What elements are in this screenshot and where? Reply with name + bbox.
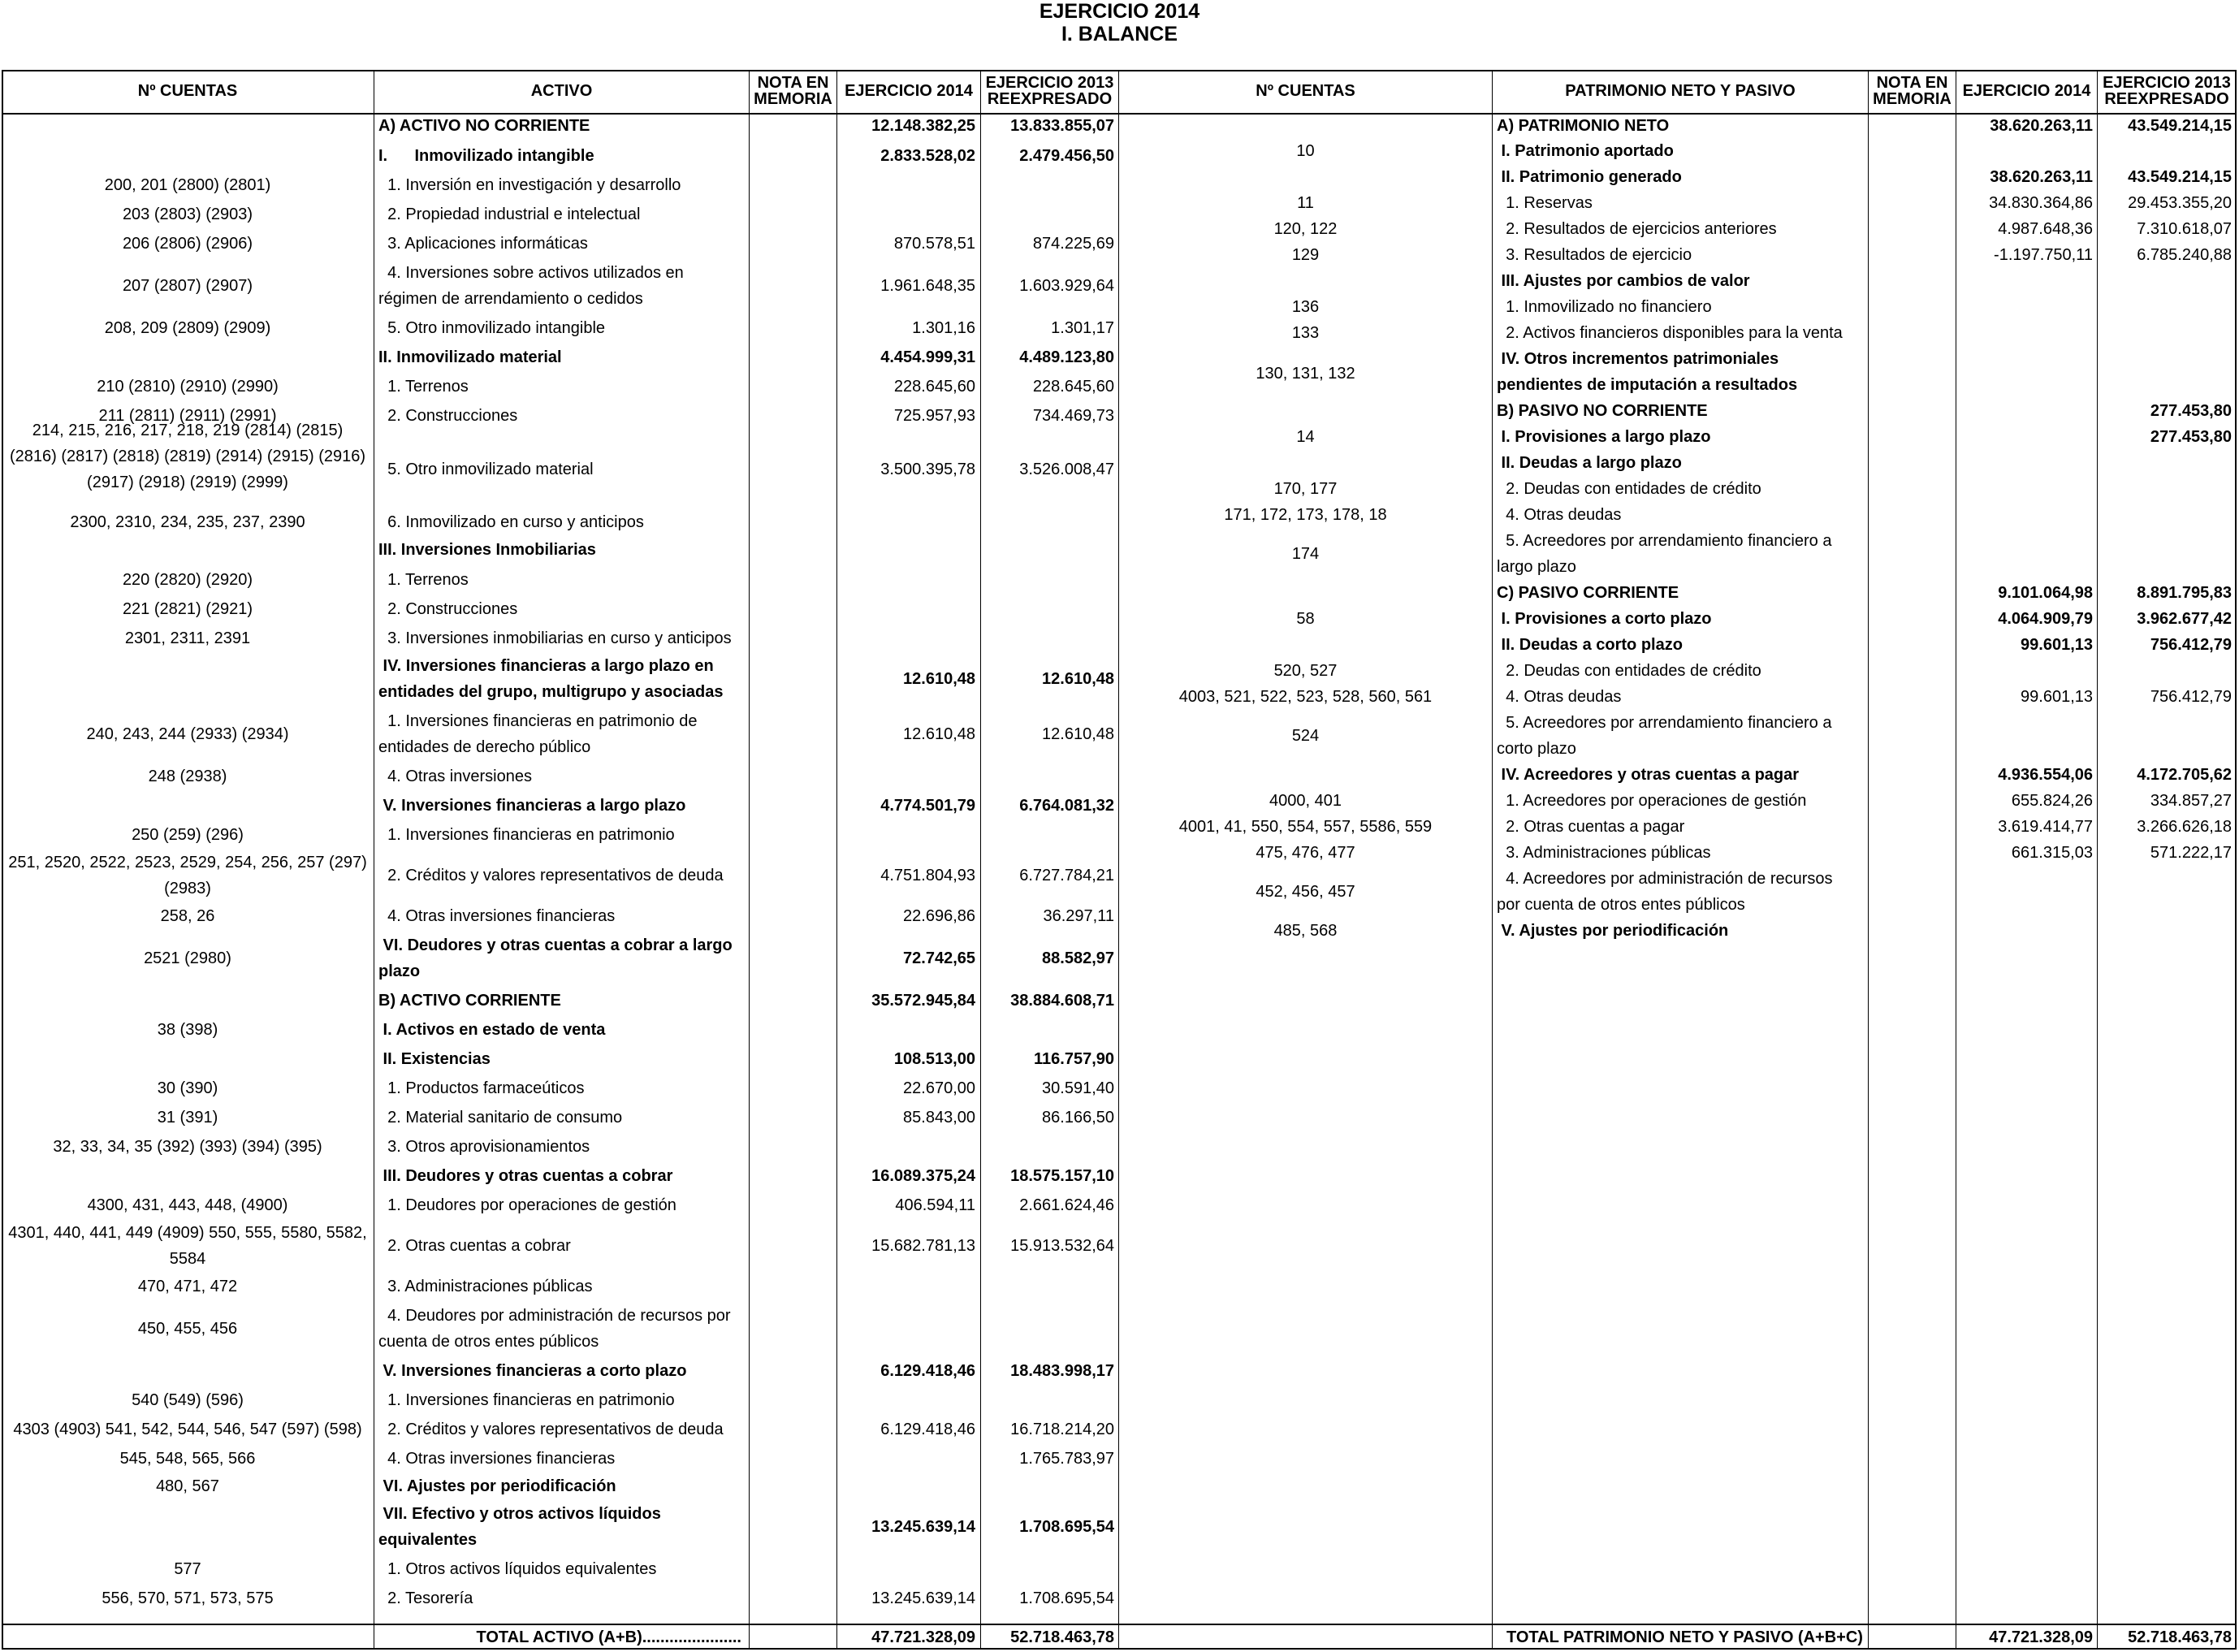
total-activo-2013: 52.718.463,78 [1010,1628,1114,1646]
column-divider [749,70,750,1650]
value-2013: 2.479.456,50 [1019,147,1114,165]
value-2013: 12.610,48 [1042,670,1114,688]
value-2013: 18.575.157,10 [1010,1167,1114,1185]
value-2014: 22.696,86 [903,907,975,925]
account-number: 32, 33, 34, 35 (392) (393) (394) (395) [53,1138,322,1156]
pasivo-item-label: por cuenta de otros entes públicos [1497,896,1745,914]
document-title: EJERCICIO 2014 [1039,0,1200,23]
account-number: 480, 567 [156,1477,219,1495]
account-number: 470, 471, 472 [137,1278,238,1295]
value-2013: 1.765.783,97 [1019,1450,1114,1468]
value-2014: 3.619.414,77 [1998,818,2093,836]
value-2014: 99.601,13 [2021,688,2093,706]
value-2013: 38.884.608,71 [1010,992,1114,1010]
header-ej2013-line1: EJERCICIO 2013 [2103,74,2231,92]
account-number: 524 [1291,727,1320,745]
header-ej2013-line2: REEXPRESADO [987,90,1113,108]
value-2013: 571.222,17 [2150,844,2232,862]
value-2013: 16.718.214,20 [1010,1421,1114,1438]
activo-item-label: A) ACTIVO NO CORRIENTE [378,117,590,135]
account-number: (2917) (2918) (2919) (2999) [87,474,288,491]
pasivo-item-label: 2. Activos financieros disponibles para la venta [1497,324,1843,342]
activo-item-label: 4. Otras inversiones financieras [378,1450,616,1468]
activo-item-label: 1. Inversiones financieras en patrimonio [378,1391,675,1409]
activo-item-label: equivalentes [378,1531,478,1549]
activo-item-label: IV. Inversiones financieras a largo plazo en [378,657,714,675]
account-number: 136 [1291,298,1320,316]
activo-item-label: plazo [378,962,421,980]
activo-item-label: 2. Material sanitario de consumo [378,1109,623,1127]
value-2014: 4.454.999,31 [880,348,975,366]
account-number: 208, 209 (2809) (2909) [104,319,271,337]
header-ej2013-line2: REEXPRESADO [2104,90,2229,108]
pasivo-item-label: 1. Reservas [1497,194,1593,212]
activo-item-label: entidades de derecho público [378,738,591,756]
pasivo-item-label: I. Provisiones a corto plazo [1497,610,1712,628]
header-nota-right [1869,70,1956,112]
account-number: 200, 201 (2800) (2801) [104,176,271,194]
account-number: 203 (2803) (2903) [122,205,253,223]
activo-item-label: 1. Terrenos [378,378,469,396]
value-2013: 12.610,48 [1042,725,1114,743]
account-number: 475, 476, 477 [1256,844,1355,862]
pasivo-item-label: 2. Resultados de ejercicios anteriores [1497,220,1777,238]
account-number: 452, 456, 457 [1256,883,1355,901]
activo-item-label: 1. Terrenos [378,571,469,589]
activo-item-label: V. Inversiones financieras a corto plazo [378,1362,687,1380]
account-number: 10 [1296,142,1315,160]
value-2014: 85.843,00 [903,1109,975,1127]
account-number: 11 [1297,194,1314,212]
value-2013: 3.962.677,42 [2137,610,2232,628]
pasivo-item-label: 5. Acreedores por arrendamiento financiero a [1497,714,1832,732]
activo-item-label: 1. Productos farmaceúticos [378,1079,585,1097]
pasivo-item-label: III. Ajustes por cambios de valor [1497,272,1750,290]
activo-item-label: 4. Inversiones sobre activos utilizados en [378,264,684,282]
account-number: 31 (391) [157,1109,218,1127]
activo-item-label: 1. Inversiones financieras en patrimonio [378,826,675,844]
header-ej2013-line1: EJERCICIO 2013 [985,74,1114,92]
value-2014: 4.936.554,06 [1998,766,2093,784]
value-2013: 1.708.695,54 [1019,1518,1114,1536]
value-2013: 1.301,17 [1051,319,1114,337]
total-activo-2014: 47.721.328,09 [871,1628,975,1646]
account-number: 4000, 401 [1269,792,1342,810]
value-2014: 406.594,11 [895,1196,975,1214]
activo-item-label: 1. Otros activos líquidos equivalentes [378,1560,657,1578]
value-2014: 655.824,26 [2011,792,2093,810]
value-2013: 18.483.998,17 [1010,1362,1114,1380]
header-nota-line2: MEMORIA [1873,90,1952,108]
header-pasivo: PATRIMONIO NETO Y PASIVO [1565,82,1796,100]
account-number: 485, 568 [1273,922,1338,940]
value-2014: 870.578,51 [893,235,975,253]
header-nota-line2: MEMORIA [754,90,832,108]
value-2013: 43.549.214,15 [2128,117,2232,135]
value-2013: 734.469,73 [1032,407,1114,425]
value-2013: 334.857,27 [2150,792,2232,810]
account-number: 38 (398) [157,1021,218,1039]
value-2014: 16.089.375,24 [871,1167,975,1185]
pasivo-item-label: A) PATRIMONIO NETO [1497,117,1670,135]
activo-item-label: 2. Propiedad industrial e intelectual [378,205,641,223]
value-2014: 99.601,13 [2021,636,2093,654]
account-number: 120, 122 [1273,220,1338,238]
pasivo-item-label: IV. Otros incrementos patrimoniales [1497,350,1779,368]
pasivo-item-label: 4. Otras deudas [1497,688,1622,706]
activo-item-label: 4. Otras inversiones [378,768,532,785]
activo-item-label: III. Inversiones Inmobiliarias [378,541,596,559]
total-activo-label: TOTAL ACTIVO (A+B)...................... [476,1628,741,1646]
value-2013: 6.727.784,21 [1019,867,1114,884]
header-activo: ACTIVO [530,82,593,100]
account-number: 14 [1296,428,1315,446]
account-number: 240, 243, 244 (2933) (2934) [86,725,289,743]
pasivo-item-label: 2. Deudas con entidades de crédito [1497,480,1761,498]
value-2013: 30.591,40 [1042,1079,1114,1097]
value-2013: 277.453,80 [2150,402,2232,420]
pasivo-item-label: 2. Deudas con entidades de crédito [1497,662,1761,680]
total-pasivo-2014: 47.721.328,09 [1989,1628,2093,1646]
pasivo-item-label: 5. Acreedores por arrendamiento financiero a [1497,532,1832,550]
value-2013: 4.489.123,80 [1019,348,1114,366]
value-2014: 4.987.648,36 [1998,220,2093,238]
activo-item-label: I. Inmovilizado intangible [378,147,594,165]
activo-item-label: 2. Otras cuentas a cobrar [378,1237,571,1255]
account-number: 556, 570, 571, 573, 575 [102,1589,274,1607]
value-2014: 34.830.364,86 [1989,194,2093,212]
value-2014: 6.129.418,46 [880,1362,975,1380]
value-2013: 756.412,79 [2150,688,2232,706]
value-2014: 228.645,60 [893,378,975,396]
value-2014: 12.610,48 [903,725,975,743]
pasivo-item-label: 1. Acreedores por operaciones de gestión [1497,792,1807,810]
header-cuentas-left: Nº CUENTAS [137,82,238,100]
activo-item-label: 2. Créditos y valores representativos de deuda [378,1421,724,1438]
value-2014: 4.774.501,79 [880,797,975,815]
activo-item-label: cuenta de otros entes públicos [378,1333,599,1351]
value-2013: 15.913.532,64 [1010,1237,1114,1255]
value-2013: 13.833.855,07 [1010,117,1114,135]
account-number: (2983) [164,880,211,897]
value-2013: 277.453,80 [2150,428,2232,446]
account-number: 130, 131, 132 [1256,365,1355,383]
header-ejercicio2014-right: EJERCICIO 2014 [1962,82,2091,100]
activo-item-label: II. Inmovilizado material [378,348,562,366]
value-2013: 6.785.240,88 [2137,246,2232,264]
account-number: 577 [174,1560,201,1578]
activo-item-label: VI. Ajustes por periodificación [378,1477,616,1495]
pasivo-item-label: 2. Otras cuentas a pagar [1497,818,1685,836]
account-number: 248 (2938) [148,768,227,785]
header-divider [2,113,2237,115]
value-2013: 756.412,79 [2150,636,2232,654]
value-2014: 1.961.648,35 [880,277,975,295]
header-ejercicio2014-left: EJERCICIO 2014 [845,82,973,100]
activo-item-label: III. Deudores y otras cuentas a cobrar [378,1167,673,1185]
pasivo-item-label: 1. Inmovilizado no financiero [1497,298,1712,316]
account-number: 2300, 2310, 234, 235, 237, 2390 [70,513,305,531]
total-divider [2,1624,2237,1625]
value-2013: 43.549.214,15 [2128,168,2232,186]
account-number: 450, 455, 456 [137,1320,238,1338]
value-2013: 228.645,60 [1032,378,1114,396]
value-2014: 12.148.382,25 [871,117,975,135]
value-2013: 8.891.795,83 [2137,584,2232,602]
pasivo-item-label: II. Deudas a corto plazo [1497,636,1683,654]
value-2014: 38.620.263,11 [1990,117,2093,135]
activo-item-label: 2. Créditos y valores representativos de deuda [378,867,724,884]
account-number: 250 (259) (296) [132,826,244,844]
column-divider [836,70,837,1650]
account-number: 207 (2807) (2907) [122,277,253,295]
value-2014: -1.197.750,11 [1994,246,2093,264]
activo-item-label: VII. Efectivo y otros activos líquidos [378,1505,661,1523]
value-2014: 38.620.263,11 [1990,168,2093,186]
total-pasivo-2013: 52.718.463,78 [2128,1628,2232,1646]
account-number: 129 [1291,246,1320,264]
column-divider [1868,70,1869,1650]
account-number: 133 [1291,324,1320,342]
account-number: 5584 [169,1250,206,1268]
value-2014: 3.500.395,78 [880,461,975,478]
value-2013: 88.582,97 [1042,949,1114,967]
activo-item-label: 3. Otros aprovisionamientos [378,1138,590,1156]
value-2013: 4.172.705,62 [2137,766,2232,784]
account-number: 4301, 440, 441, 449 (4909) 550, 555, 5580, 5582, [8,1224,367,1242]
column-divider [980,70,981,1650]
pasivo-item-label: pendientes de imputación a resultados [1497,376,1798,394]
pasivo-item-label: IV. Acreedores y otras cuentas a pagar [1497,766,1800,784]
pasivo-item-label: 3. Resultados de ejercicio [1497,246,1692,264]
account-number: 251, 2520, 2522, 2523, 2529, 254, 256, 257 (297) [8,854,367,871]
value-2013: 3.526.008,47 [1019,461,1114,478]
value-2013: 36.297,11 [1043,907,1114,925]
account-number: 258, 26 [160,907,215,925]
activo-item-label: 1. Deudores por operaciones de gestión [378,1196,676,1214]
value-2013: 1.603.929,64 [1019,277,1114,295]
account-number: 4303 (4903) 541, 542, 544, 546, 547 (597) (598) [13,1421,362,1438]
value-2014: 4.751.804,93 [880,867,975,884]
activo-item-label: 3. Inversiones inmobiliarias en curso y anticipos [378,629,732,647]
pasivo-item-label: II. Patrimonio generado [1497,168,1682,186]
value-2013: 2.661.624,46 [1019,1196,1114,1214]
value-2013: 1.708.695,54 [1019,1589,1114,1607]
account-number: 170, 177 [1273,480,1338,498]
value-2014: 6.129.418,46 [880,1421,975,1438]
pasivo-item-label: I. Patrimonio aportado [1497,142,1674,160]
activo-item-label: V. Inversiones financieras a largo plazo [378,797,686,815]
account-number: 520, 527 [1273,662,1338,680]
account-number: 2301, 2311, 2391 [124,629,251,647]
activo-item-label: 2. Construcciones [378,407,518,425]
account-number: 4001, 41, 550, 554, 557, 5586, 559 [1178,818,1433,836]
total-pasivo-label: TOTAL PATRIMONIO NETO Y PASIVO (A+B+C) [1506,1628,1863,1646]
activo-item-label: VI. Deudores y otras cuentas a cobrar a largo [378,936,733,954]
pasivo-item-label: I. Provisiones a largo plazo [1497,428,1711,446]
value-2013: 3.266.626,18 [2137,818,2232,836]
activo-item-label: 1. Inversión en investigación y desarrollo [378,176,681,194]
activo-item-label: 2. Tesorería [378,1589,473,1607]
account-number: 171, 172, 173, 178, 18 [1224,506,1387,524]
account-number: 220 (2820) (2920) [122,571,253,589]
account-number: 221 (2821) (2921) [122,600,253,618]
activo-item-label: I. Activos en estado de venta [378,1021,606,1039]
activo-item-label: 5. Otro inmovilizado intangible [378,319,606,337]
value-2014: 2.833.528,02 [880,147,975,165]
value-2014: 72.742,65 [903,949,975,967]
pasivo-item-label: corto plazo [1497,740,1576,758]
header-ejercicio2013-left [981,70,1118,112]
account-number: 211 (2811) (2911) (2991) [98,407,277,425]
activo-item-label: B) ACTIVO CORRIENTE [378,992,561,1010]
activo-item-label: 4. Otras inversiones financieras [378,907,616,925]
activo-item-label: 5. Otro inmovilizado material [378,461,594,478]
value-2014: 15.682.781,13 [871,1237,975,1255]
pasivo-item-label: 4. Acreedores por administración de recursos [1497,870,1833,888]
account-number: 174 [1291,545,1320,563]
value-2013: 86.166,50 [1042,1109,1114,1127]
value-2014: 12.610,48 [903,670,975,688]
activo-item-label: 3. Administraciones públicas [378,1278,593,1295]
pasivo-item-label: largo plazo [1497,558,1576,576]
value-2013: 7.310.618,07 [2137,220,2232,238]
header-nota-line1: NOTA EN [757,74,829,92]
pasivo-item-label: II. Deudas a largo plazo [1497,454,1682,472]
account-number: 540 (549) (596) [132,1391,244,1409]
pasivo-item-label: V. Ajustes por periodificación [1497,922,1729,940]
account-number: 2521 (2980) [144,949,231,967]
value-2013: 29.453.355,20 [2128,194,2232,212]
account-number: 214, 215, 216, 217, 218, 219 (2814) (2815) [32,422,344,439]
activo-item-label: régimen de arrendamiento o cedidos [378,290,643,308]
document-subtitle: I. BALANCE [1061,23,1178,45]
header-ejercicio2013-right [2098,70,2236,112]
account-number: 206 (2806) (2906) [122,235,253,253]
account-number: 545, 548, 565, 566 [119,1450,256,1468]
activo-item-label: 3. Aplicaciones informáticas [378,235,588,253]
account-number: 58 [1296,610,1315,628]
value-2014: 1.301,16 [912,319,975,337]
pasivo-item-label: 4. Otras deudas [1497,506,1622,524]
value-2014: 661.315,03 [2011,844,2093,862]
header-nota-left [750,70,836,112]
activo-item-label: 1. Inversiones financieras en patrimonio de [378,712,698,730]
value-2013: 874.225,69 [1032,235,1114,253]
account-number: 4300, 431, 443, 448, (4900) [87,1196,288,1214]
value-2014: 4.064.909,79 [1998,610,2093,628]
pasivo-item-label: B) PASIVO NO CORRIENTE [1497,402,1708,420]
value-2014: 22.670,00 [903,1079,975,1097]
value-2013: 6.764.081,32 [1019,797,1114,815]
activo-item-label: entidades del grupo, multigrupo y asociadas [378,683,724,701]
value-2014: 108.513,00 [893,1050,975,1068]
activo-item-label: 2. Construcciones [378,600,518,618]
header-cuentas-right: Nº CUENTAS [1256,82,1355,100]
value-2014: 9.101.064,98 [1998,584,2093,602]
header-nota-line1: NOTA EN [1876,74,1948,92]
activo-item-label: 6. Inmovilizado en curso y anticipos [378,513,644,531]
column-divider [1492,70,1493,1650]
value-2014: 13.245.639,14 [871,1589,975,1607]
activo-item-label: II. Existencias [378,1050,491,1068]
account-number: 4003, 521, 522, 523, 528, 560, 561 [1178,688,1433,706]
account-number: 210 (2810) (2910) (2990) [97,378,279,396]
activo-item-label: 4. Deudores por administración de recursos por [378,1307,731,1325]
pasivo-item-label: 3. Administraciones públicas [1497,844,1711,862]
value-2014: 35.572.945,84 [871,992,975,1010]
value-2013: 116.757,90 [1034,1050,1114,1068]
value-2014: 725.957,93 [893,407,975,425]
value-2014: 13.245.639,14 [871,1518,975,1536]
pasivo-item-label: C) PASIVO CORRIENTE [1497,584,1679,602]
account-number: (2816) (2817) (2818) (2819) (2914) (2915) (2916) [9,448,366,465]
account-number: 30 (390) [157,1079,218,1097]
